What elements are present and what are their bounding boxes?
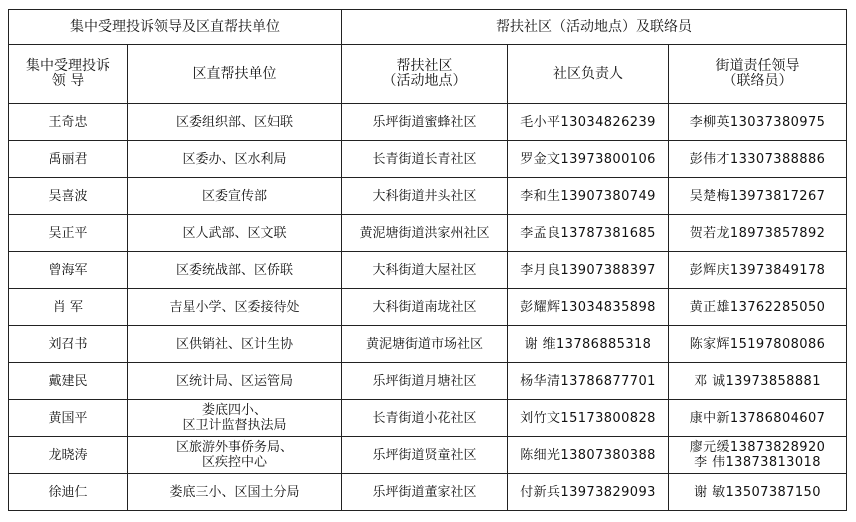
community-cell: 大科街道井头社区 bbox=[342, 178, 508, 215]
community-cell: 乐坪街道贤童社区 bbox=[342, 437, 508, 474]
community-cell: 乐坪街道董家社区 bbox=[342, 474, 508, 511]
leader-cell: 戴建民 bbox=[9, 363, 128, 400]
community-head-cell: 杨华清13786877701 bbox=[508, 363, 669, 400]
column-header-liaison: 街道责任领导 （联络员） bbox=[669, 45, 847, 104]
leader-cell: 肖 军 bbox=[9, 289, 128, 326]
assistance-table bbox=[8, 9, 847, 511]
group-header-row bbox=[9, 10, 847, 45]
column-header-leader: 集中受理投诉 领 导 bbox=[9, 45, 128, 104]
unit-cell: 区委宣传部 bbox=[128, 178, 342, 215]
community-head-cell: 彭耀辉13034835898 bbox=[508, 289, 669, 326]
unit-cell: 区供销社、区计生协 bbox=[128, 326, 342, 363]
leader-cell: 刘召书 bbox=[9, 326, 128, 363]
unit-cell: 娄底三小、区国土分局 bbox=[128, 474, 342, 511]
liaison-cell: 彭伟才13307388886 bbox=[669, 141, 847, 178]
community-cell: 乐坪街道月塘社区 bbox=[342, 363, 508, 400]
unit-cell: 区委统战部、区侨联 bbox=[128, 252, 342, 289]
table-row bbox=[9, 104, 847, 141]
leader-cell: 吴喜波 bbox=[9, 178, 128, 215]
unit-cell: 吉星小学、区委接待处 bbox=[128, 289, 342, 326]
leader-cell: 龙晓涛 bbox=[9, 437, 128, 474]
table-row bbox=[9, 215, 847, 252]
community-head-cell: 李孟良13787381685 bbox=[508, 215, 669, 252]
column-header-row bbox=[9, 45, 847, 104]
liaison-cell: 谢 敏13507387150 bbox=[669, 474, 847, 511]
group-header-leaders: 集中受理投诉领导及区直帮扶单位 bbox=[9, 10, 342, 45]
community-head-cell: 谢 维13786885318 bbox=[508, 326, 669, 363]
column-header-unit: 区直帮扶单位 bbox=[128, 45, 342, 104]
unit-cell: 区人武部、区文联 bbox=[128, 215, 342, 252]
community-head-cell: 付新兵13973829093 bbox=[508, 474, 669, 511]
leader-cell: 徐迪仁 bbox=[9, 474, 128, 511]
leader-cell: 王奇忠 bbox=[9, 104, 128, 141]
table-row bbox=[9, 400, 847, 437]
group-header-communities: 帮扶社区（活动地点）及联络员 bbox=[342, 10, 847, 45]
community-head-cell: 李月良13907388397 bbox=[508, 252, 669, 289]
liaison-cell: 黄正雄13762285050 bbox=[669, 289, 847, 326]
community-cell: 黄泥塘街道洪家州社区 bbox=[342, 215, 508, 252]
liaison-cell: 贺若龙18973857892 bbox=[669, 215, 847, 252]
community-cell: 乐坪街道蜜蜂社区 bbox=[342, 104, 508, 141]
community-cell: 大科街道南垅社区 bbox=[342, 289, 508, 326]
liaison-cell: 李柳英13037380975 bbox=[669, 104, 847, 141]
community-head-cell: 毛小平13034826239 bbox=[508, 104, 669, 141]
table-row bbox=[9, 289, 847, 326]
community-cell: 长青街道长青社区 bbox=[342, 141, 508, 178]
community-head-cell: 李和生13907380749 bbox=[508, 178, 669, 215]
table-row bbox=[9, 252, 847, 289]
table-row bbox=[9, 474, 847, 511]
liaison-cell: 廖元缓13873828920 李 伟13873813018 bbox=[669, 437, 847, 474]
table-row bbox=[9, 178, 847, 215]
leader-cell: 黄国平 bbox=[9, 400, 128, 437]
community-cell: 黄泥塘街道市场社区 bbox=[342, 326, 508, 363]
column-header-community: 帮扶社区 （活动地点） bbox=[342, 45, 508, 104]
community-head-cell: 刘竹文15173800828 bbox=[508, 400, 669, 437]
table-row bbox=[9, 363, 847, 400]
leader-cell: 吴正平 bbox=[9, 215, 128, 252]
liaison-cell: 陈家辉15197808086 bbox=[669, 326, 847, 363]
liaison-cell: 邓 诚13973858881 bbox=[669, 363, 847, 400]
leader-cell: 曾海军 bbox=[9, 252, 128, 289]
community-cell: 长青街道小花社区 bbox=[342, 400, 508, 437]
liaison-cell: 彭辉庆13973849178 bbox=[669, 252, 847, 289]
unit-cell: 区委组织部、区妇联 bbox=[128, 104, 342, 141]
unit-cell: 区委办、区水利局 bbox=[128, 141, 342, 178]
community-cell: 大科街道大屋社区 bbox=[342, 252, 508, 289]
community-head-cell: 罗金文13973800106 bbox=[508, 141, 669, 178]
table-body bbox=[9, 104, 847, 511]
table-row bbox=[9, 437, 847, 474]
community-head-cell: 陈细光13807380388 bbox=[508, 437, 669, 474]
column-header-community-head: 社区负责人 bbox=[508, 45, 669, 104]
table-row bbox=[9, 326, 847, 363]
liaison-cell: 吴楚梅13973817267 bbox=[669, 178, 847, 215]
table-row bbox=[9, 141, 847, 178]
unit-cell: 娄底四小、 区卫计监督执法局 bbox=[128, 400, 342, 437]
unit-cell: 区旅游外事侨务局、 区疾控中心 bbox=[128, 437, 342, 474]
unit-cell: 区统计局、区运管局 bbox=[128, 363, 342, 400]
liaison-cell: 康中新13786804607 bbox=[669, 400, 847, 437]
leader-cell: 禹丽君 bbox=[9, 141, 128, 178]
